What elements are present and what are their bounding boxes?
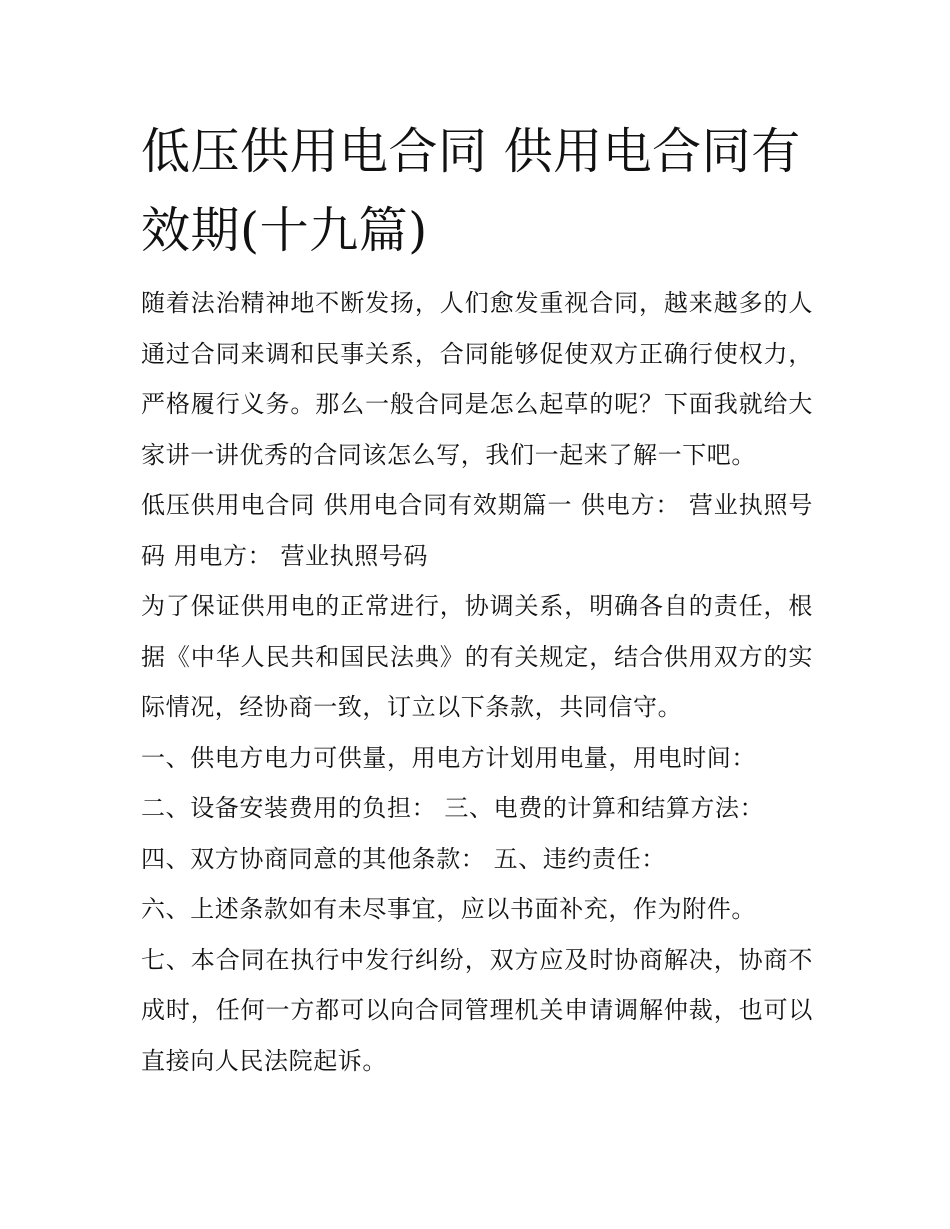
document-body — [141, 278, 813, 1086]
clause-6: 六、上述条款如有未尽事宜，应以书面补充，作为附件。 — [141, 895, 756, 923]
paragraph-purpose: 为了保证供用电的正常进行，协调关系，明确各自的责任，根据《中华人民共和国民法典》的有关规定，结合供用双方的实际情况，经协商一致，订立以下条款，共同信守。 — [141, 592, 813, 721]
paragraph-intro: 随着法治精神地不断发扬，人们愈发重视合同，越来越多的人通过合同来调和民事关系，合同能够促使双方正确行使权力，严格履行义务。那么一般合同是怎么起草的呢？下面我就给大家讲一讲优秀的合同该怎么写，我们一起来了解一下吧。 — [141, 289, 813, 469]
clause-4-5: 四、双方协商同意的其他条款： 五、违约责任： — [141, 844, 666, 873]
clause-2-3: 二、设备安装费用的负担： 三、电费的计算和结算方法： — [141, 794, 765, 822]
document-title: 低压供用电合同 供用电合同有效期(十九篇) — [141, 123, 801, 259]
clause-1: 一、供电方电力可供量，用电方计划用电量，用电时间： — [141, 743, 756, 772]
clause-7: 七、本合同在执行中发行纠纷，双方应及时协商解决，协商不成时，任何一方都可以向合同管理机关申请调解仲裁，也可以直接向人民法院起诉。 — [141, 945, 813, 1075]
document-page — [141, 112, 813, 1086]
paragraph-parties: 低压供用电合同 供用电合同有效期篇一 供电方： 营业执照号码 用电方： 营业执照号码 — [141, 491, 813, 570]
